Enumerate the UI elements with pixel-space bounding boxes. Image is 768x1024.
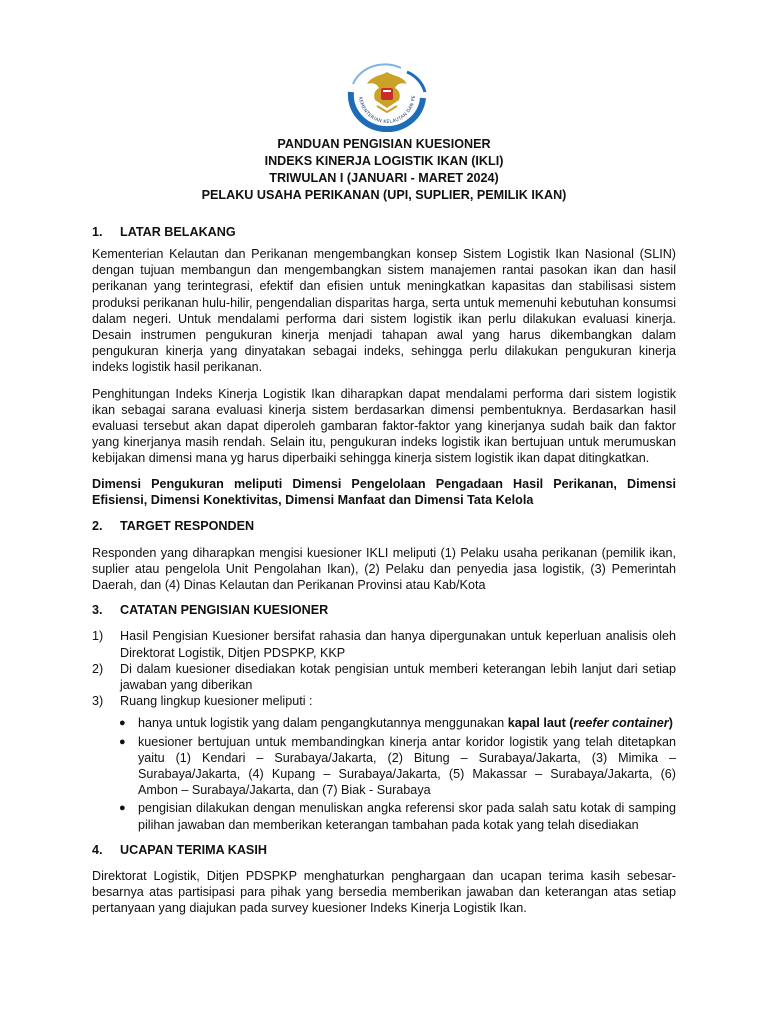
- title-line-1: PANDUAN PENGISIAN KUESIONER: [277, 137, 491, 151]
- section-4-heading: [92, 842, 676, 859]
- section-2-title: TARGET RESPONDEN: [120, 518, 255, 533]
- scope-bullet-list: [92, 715, 676, 832]
- bullet-item: [119, 734, 676, 799]
- bullet-item: [119, 800, 676, 832]
- title-line-4: PELAKU USAHA PERIKANAN (UPI, SUPLIER, PEMILIK IKAN): [201, 188, 567, 202]
- section-3-title: CATATAN PENGISIAN KUESIONER: [120, 603, 329, 618]
- list-item: [92, 628, 676, 660]
- title-line-3: TRIWULAN I (JANUARI - MARET 2024): [269, 171, 499, 185]
- section-1-paragraph-2: Penghitungan Indeks Kinerja Logistik Ikan diharapkan dapat mendalami performa dari sistem logistik ikan sebagai sarana evaluasi kinerja sistem berdasarkan dimensi pembentuknya. Berdasarkan hasil evaluasi tersebut akan dapat diperoleh gambaran faktor-faktor yang kinerjanya sudah baik dan faktor yang kinerjanya masih rendah. Selain itu, pengukuran indeks logistik ikan bertujuan untuk merumuskan kebijakan dimensi mana yg harus diperbaiki sehingga kinerja sistem logistik ikan dapat ditingkatkan.: [92, 386, 676, 466]
- list-item-text: Ruang lingkup kuesioner meliputi :: [120, 694, 313, 709]
- section-2-heading: [92, 518, 676, 535]
- list-item-number: 2): [92, 661, 104, 676]
- section-1-paragraph-3: Dimensi Pengukuran meliputi Dimensi Pengelolaan Pengadaan Hasil Perikanan, Dimensi Efisiensi, Dimensi Konektivitas, Dimensi Manfaat dan Dimensi Tata Kelola: [92, 476, 676, 508]
- list-item: [92, 661, 676, 693]
- bullet-text-italic: reefer container: [573, 716, 669, 731]
- document-title: [92, 136, 676, 204]
- notes-list: [92, 628, 676, 709]
- list-item-text: Di dalam kuesioner disediakan kotak pengisian untuk memberi keterangan lebih lanjut dari setiap jawaban yang diberikan: [120, 661, 676, 693]
- section-1-number: 1.: [92, 225, 103, 239]
- bullet-text-part: hanya untuk logistik yang dalam pengangkutannya menggunakan: [138, 716, 508, 731]
- bullet-text-bold: kapal laut (: [507, 716, 574, 731]
- section-4-title: UCAPAN TERIMA KASIH: [120, 842, 267, 857]
- section-1-title: LATAR BELAKANG: [120, 225, 236, 239]
- bullet-icon: ●: [119, 735, 126, 748]
- bullet-icon: ●: [119, 802, 126, 815]
- section-4-paragraph-1: Direktorat Logistik, Ditjen PDSPKP menghaturkan penghargaan dan ucapan terima kasih sebesar-besarnya atas partisipasi para pihak yang bersedia memberikan jawaban dan keterangan atas setiap pertanyaan yang diajukan pada survey kuesioner Indeks Kinerja Logistik Ikan.: [92, 868, 676, 916]
- bullet-text: kuesioner bertujuan untuk membandingkan kinerja antar koridor logistik yang telah ditetapkan yaitu (1) Kendari – Surabaya/Jakarta, (2) Bitung – Surabaya/Jakarta, (3) Mimika – Surabaya/Jakarta, (4) Kupang – Surabaya/Jakarta, (5) Makassar – Surabaya/Jakarta, (6) Ambon – Surabaya/Jakarta, dan (7) Biak - Surabaya: [138, 734, 676, 798]
- section-1-heading: [92, 224, 676, 241]
- section-3-heading: [92, 602, 676, 619]
- document-page: [92, 62, 676, 916]
- section-1-paragraph-1: Kementerian Kelautan dan Perikanan mengembangkan konsep Sistem Logistik Ikan Nasional (SLIN) dengan tujuan membangun dan mengembangkan sistem manajemen rantai pasokan ikan dan hasil perikanan yang terintegrasi, efektif dan efisien untuk meningkatkan kapasitas dan stabilisasi sistem produksi perikanan hulu-hilir, pengendalian disparitas harga, serta untuk memenuhi kebutuhan konsumsi dalam negeri. Untuk mendalami performa dari sistem logistik ikan perlu dilakukan evaluasi kinerja. Desain instrumen pengukuran kinerja menjadi tahapan awal yang harus dikembangkan dalam pengukuran kinerja yang dinyatakan sebagai indeks, sehingga perlu dilakukan pengukuran kinerja indeks logistik hasil perikanan.: [92, 247, 676, 375]
- bullet-text-bold-close: ): [668, 716, 673, 731]
- section-2-number: 2.: [92, 518, 103, 533]
- section-4-number: 4.: [92, 842, 103, 857]
- list-item-number: 3): [92, 694, 104, 709]
- logo-area: [95, 62, 679, 128]
- kkp-logo-icon: [341, 62, 433, 132]
- bullet-icon: ●: [119, 717, 126, 730]
- logo-ring-text: KEMENTERIAN KELAUTAN DAN PE: [357, 95, 418, 126]
- list-item-text: Hasil Pengisian Kuesioner bersifat rahasia dan hanya dipergunakan untuk keperluan analisis oleh Direktorat Logistik, Ditjen PDSPKP, KKP: [120, 629, 676, 660]
- section-2-paragraph-1: Responden yang diharapkan mengisi kuesioner IKLI meliputi (1) Pelaku usaha perikanan (pemilik ikan, suplier atau pengelola Unit Pengolahan Ikan), (2) Pelaku dan penyedia jasa logistik, (3) Pemerintah Daerah, dan (4) Dinas Kelautan dan Perikanan Provinsi atau Kab/Kota: [92, 545, 676, 593]
- list-item-number: 1): [92, 629, 104, 644]
- list-item: [92, 693, 676, 709]
- title-line-2: INDEKS KINERJA LOGISTIK IKAN (IKLI): [264, 154, 504, 168]
- bullet-text: [138, 715, 676, 731]
- bullet-item: [119, 715, 676, 731]
- section-3-number: 3.: [92, 603, 103, 618]
- bullet-text: pengisian dilakukan dengan menuliskan angka referensi skor pada salah satu kotak di samping pilihan jawaban dan memberikan keterangan tambahan pada kotak yang telah disediakan: [138, 801, 676, 832]
